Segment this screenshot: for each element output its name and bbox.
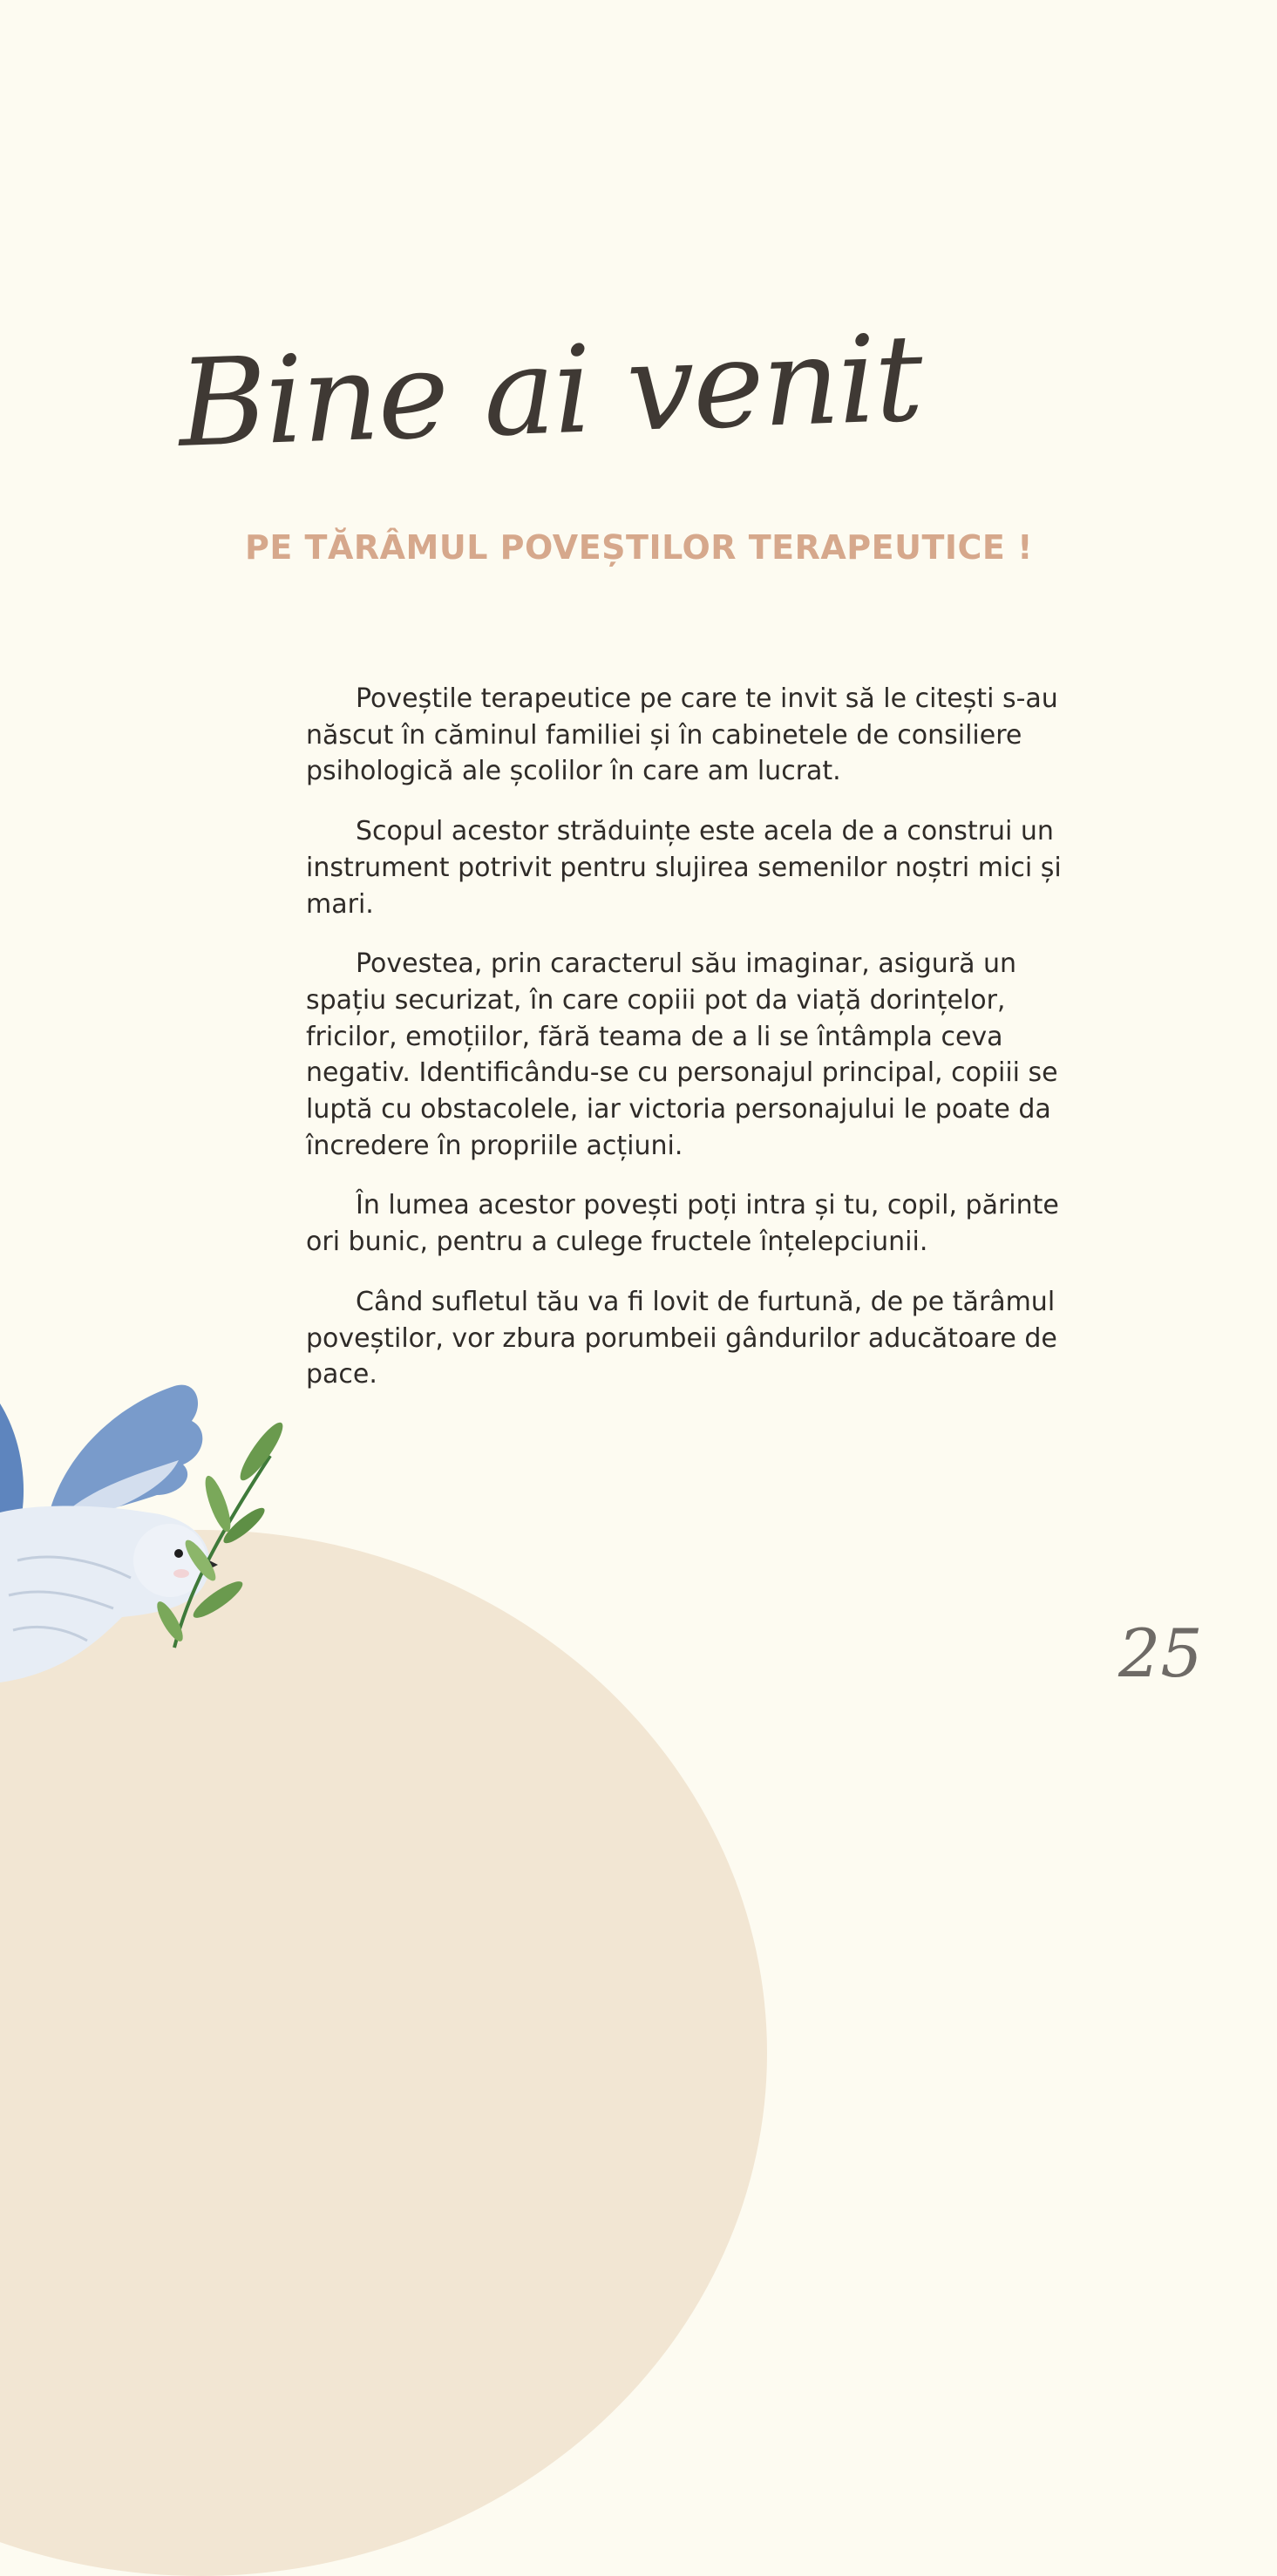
paragraph: Povestea, prin caracterul său imaginar, asigură un spațiu securizat, în care copiii pot da viață dorințelor, fricilor, emoțiilor, fără teama de a li se întâmpla ceva negativ. Identificându-se cu personajul principal, copiii se luptă cu obstacolele, iar victoria personajului le poate da încredere în propriile acțiuni.	[306, 948, 1058, 1161]
page-number: 25	[1118, 1614, 1203, 1692]
page-subtitle: PE TĂRÂMUL POVEȘTILOR TERAPEUTICE !	[245, 528, 1033, 567]
background-hill	[0, 1530, 767, 2576]
dove-illustration	[0, 1299, 296, 1682]
paragraph: În lumea acestor povești poți intra și tu, copil, părinte ori bunic, pentru a culege fructele înțelepciunii.	[306, 1190, 1059, 1258]
paragraph: Poveștile terapeutice pe care te invit să le citești s-au născut în căminul familiei și în cabinetele de consiliere psihologică ale școlilor în care am lucrat.	[306, 683, 1058, 787]
body-text	[306, 681, 1073, 1417]
paragraph: Când sufletul tău va fi lovit de furtună, de pe tărâmul poveștilor, vor zbura porumbeii gândurilor aducătoare de pace.	[306, 1286, 1057, 1390]
page-title: Bine ai venit	[176, 308, 924, 474]
paragraph: Scopul acestor străduințe este acela de a construi un instrument potrivit pentru slujirea semenilor noștri mici și mari.	[306, 816, 1062, 920]
dove-eye	[174, 1549, 183, 1558]
